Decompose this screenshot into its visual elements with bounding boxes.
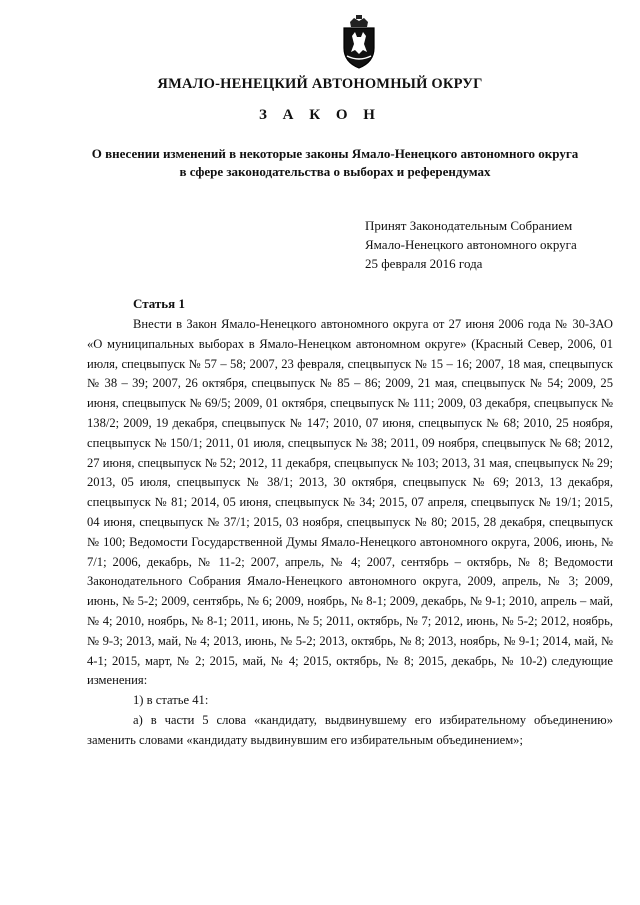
document-type-title: З А К О Н xyxy=(259,107,381,123)
adoption-line-2: Ямало-Ненецкого автономного округа xyxy=(365,237,577,252)
region-title: ЯМАЛО-НЕНЕЦКИЙ АВТОНОМНЫЙ ОКРУГ xyxy=(157,76,483,92)
adoption-block xyxy=(365,216,577,273)
amendment-item-1a: а) в части 5 слова «кандидату, выдвинувшему его избирательному объединению» заменить словами «кандидату выдвинувшим его избирательным объединением»; xyxy=(87,712,613,747)
law-subtitle: О внесении изменений в некоторые законы Ямало-Ненецкого автономного округа в сфере законодательства о выборах и референдумах xyxy=(91,146,579,179)
adoption-date: 25 февраля 2016 года xyxy=(365,256,483,271)
article-intro-paragraph: Внести в Закон Ямало-Ненецкого автономного округа от 27 июня 2006 года № 30-ЗАО «О муниципальных выборах в Ямало-Ненецком автономном округе» (Красный Север, 2006, 01 июля, спецвыпуск № 57 – 58; 2007, 23 февраля, спецвыпуск № 15 – 16; 2007, 18 мая, спецвыпуск № 38 – 39; 2007, 26 октября, спецвыпуск № 85 – 86; 2009, 21 мая, спецвыпуск № 54; 2009, 25 июня, спецвыпуск № 69/5; 2009, 01 октября, спецвыпуск № 111; 2009, 03 декабря, спецвыпуск № 138/2; 2009, 19 декабря, спецвыпуск № 147; 2010, 07 июня, спецвыпуск № 68; 2010, 25 ноября, спецвыпуск № 150/1; 2011, 01 июля, спецвыпуск № 38; 2011, 09 ноября, спецвыпуск № 68; 2012, 27 июня, спецвыпуск № 52; 2012, 11 декабря, спецвыпуск № 103; 2013, 31 мая, спецвыпуск № 29; 2013, 05 июля, спецвыпуск № 38/1; 2013, 30 октября, спецвыпуск № 69; 2013, 13 декабря, спецвыпуск № 81; 2014, 05 июня, спецвыпуск № 34; 2015, 07 апреля, спецвыпуск № 19/1; 2015, 04 июня, спецвыпуск № 37/1; 2015, 03 ноября, спецвыпуск № 80; 2015, 28 декабря, спецвыпуск № 100; Ведомости Государственной Думы Ямало-Ненецкого автономного округа, 2006, июнь, № 7/1; 2006, декабрь, № 11-2; 2007, апрель, № 4; 2007, сентябрь – октябрь, № 8; Ведомости Законодательного Собрания Ямало-Ненецкого автономного округа, 2009, апрель, № 3; 2009, июнь, № 5-2; 2009, сентябрь, № 6; 2009, ноябрь, № 8-1; 2009, декабрь, № 9-1; 2010, апрель – май, № 4; 2010, ноябрь, № 8-1; 2011, июнь, № 5; 2011, октябрь, № 7; 2012, июнь, № 5-2; 2012, ноябрь, № 9-3; 2013, май, № 4; 2013, июнь, № 5-2; 2013, октябрь, № 8; 2013, ноябрь, № 9-1; 2014, май, № 4-1; 2015, март, № 2; 2015, май, № 4; 2015, октябрь, № 8; 2015, декабрь, № 10-2) следующие изменения: xyxy=(87,317,613,688)
article-heading: Статья 1 xyxy=(133,296,185,311)
coat-of-arms-emblem xyxy=(338,14,380,70)
amendment-item-1: 1) в статье 41: xyxy=(133,693,209,708)
article-body xyxy=(87,315,613,751)
adoption-line-1: Принят Законодательным Собранием xyxy=(365,218,573,233)
